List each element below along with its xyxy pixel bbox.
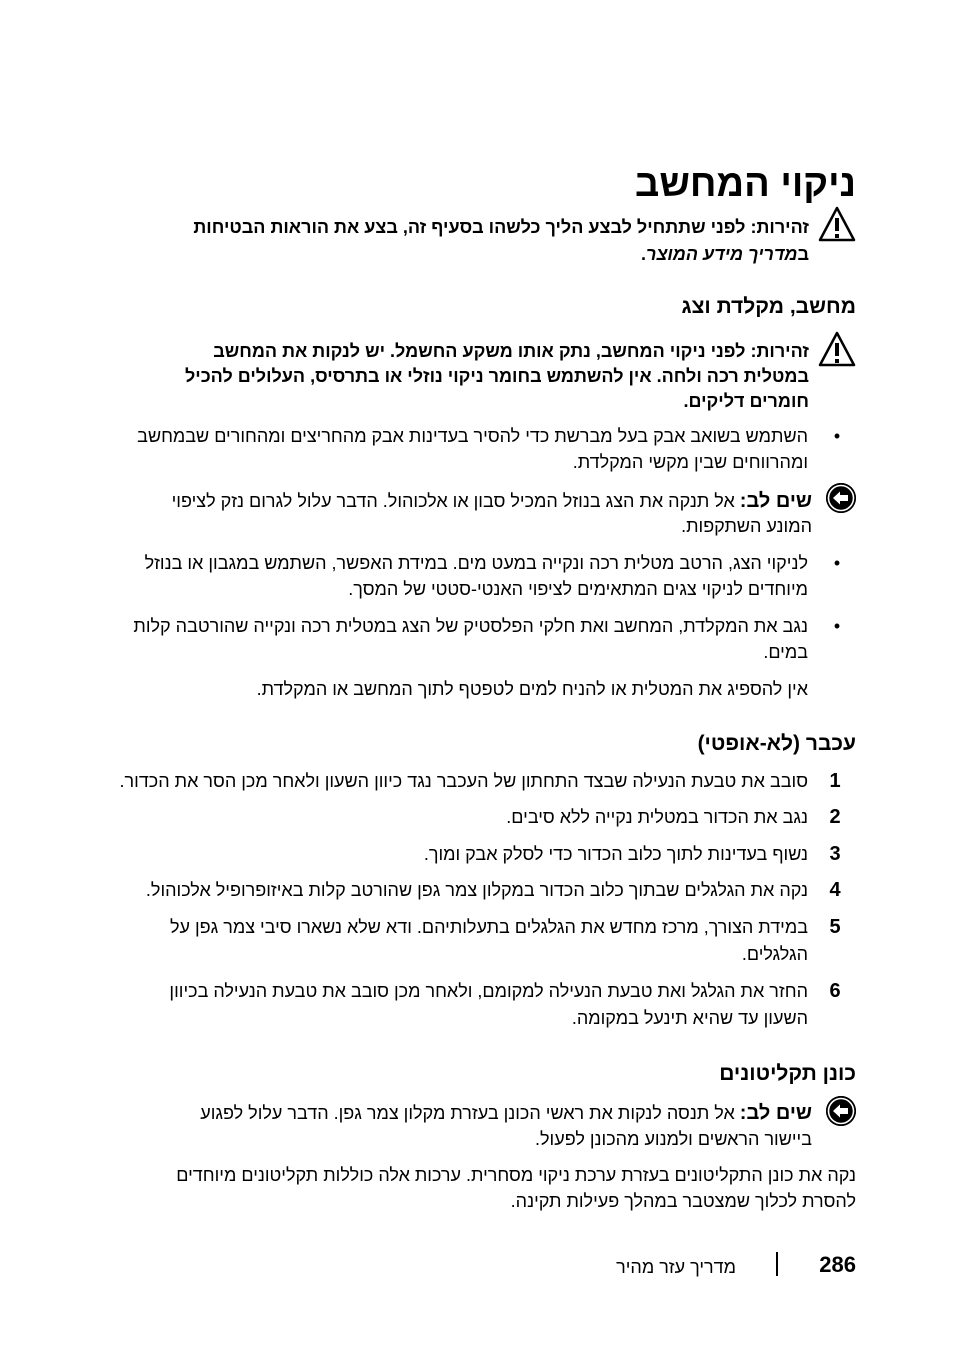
note-arrow-icon	[826, 483, 856, 513]
step-text-cont: הגלגלים.	[741, 944, 808, 964]
warning-text	[89, 213, 809, 241]
warning-text-line2	[89, 240, 809, 268]
warning2-body: לפני ניקוי המחשב, נתק אותו משקע החשמל. יש לנקות את המחשב	[213, 341, 746, 361]
floppy-paragraph-line1: נקה את כונן התקליטונים בעזרת ערכת ניקוי מסחרית. ערכות אלה כוללות תקליטונים מיוחדים	[176, 1165, 856, 1185]
warning2-line3: חומרים דליקים.	[683, 391, 809, 411]
note1-line2: המונע השתקפות.	[681, 516, 812, 536]
warning-end: .	[640, 244, 646, 264]
step-text: נקה את הגלגלים שבתוך כלוב הכדור במקלון צמר גפן שהורטב קלות באיזופרופיל אלכוהול.	[145, 880, 808, 900]
step-number: 5	[829, 916, 841, 938]
section-heading-computer: מחשב, מקלדת וצג	[681, 295, 856, 318]
bullet1-line1: השתמש בשואב אבק בעל מברשת כדי להסיר בעדינות אבק מהחריצים ומהחורים שבמחשב	[137, 426, 808, 446]
bullet-marker: •	[833, 553, 841, 573]
step-number: 6	[829, 980, 841, 1002]
step-text: נשוף בעדינות לתוך כלוב הכדור כדי לסלק אבק ומוך.	[423, 844, 808, 864]
section-heading-mouse: עכבר (לא-אופטי)	[697, 732, 856, 755]
note-label: שים לב:	[739, 490, 812, 512]
step-text: נגב את הכדור במטלית נקייה ללא סיבים.	[506, 807, 808, 827]
note1-line1	[92, 487, 812, 515]
warning2-label: זהירות:	[750, 341, 809, 361]
step-text: סובב את טבעת הנעילה שבצד התחתון של העכבר נגד כיוון השעון ולאחר מכן הסר את הכדור.	[119, 771, 808, 791]
note2-line2: ביישור הראשים ולמנוע מהכונן לפעול.	[535, 1129, 812, 1149]
step-text: במידת הצורך, מרכז מחדש את הגלגלים בתעלותיהם. ודא שלא נשארו סיבי צמר גפן על	[169, 917, 808, 937]
note-body: אל תנקה את הצג בנוזל המכיל סבון או אלכוהול. הדבר עלול לגרום נזק לציפוי	[171, 491, 735, 511]
warning-label: זהירות:	[750, 217, 809, 237]
step-number: 3	[829, 843, 841, 865]
step-number: 2	[829, 806, 841, 828]
section-heading-floppy: כונן תקליטונים	[719, 1062, 856, 1085]
bullet3-line1: נגב את המקלדת, המחשב ואת חלקי הפלסטיק של הצג במטלית רכה ונקייה שהורטבה קלות	[133, 616, 808, 636]
note-label: שים לב:	[739, 1102, 812, 1124]
floppy-paragraph-line2: להסרת לכלוך שמצטבר במהלך פעילות תקינה.	[510, 1191, 856, 1211]
warning-body: לפני שתתחיל לבצע הליך כלשהו בסעיף זה, בצע את הוראות הבטיחות	[193, 217, 746, 237]
bullet1-line2: ומהרווחים שבין מקשי המקלדת.	[572, 452, 808, 472]
warning-prefix: ב	[797, 244, 809, 264]
note2-line1	[92, 1099, 812, 1127]
warning2-line1	[89, 337, 809, 365]
bullet-marker: •	[833, 616, 841, 636]
step-number: 1	[829, 770, 841, 792]
step-number: 4	[829, 879, 841, 901]
bullet-marker: •	[833, 426, 841, 446]
step-text: החזר את הגלגל ואת טבעת הנעילה למקומם, ולאחר מכן סובב את טבעת הנעילה בכיוון	[169, 981, 808, 1001]
product-info-guide-ref: מדריך מידע המוצר	[646, 244, 798, 264]
bullet2-line1: לניקוי הצג, הרטב מטלית רכה ונקייה במעט מים. במידת האפשר, השתמש במגבון או בנוזל	[144, 553, 808, 573]
note-body: אל תנסה לנקות את ראשי הכונן בעזרת מקלון צמר גפן. הדבר עלול לפגוע	[200, 1103, 735, 1123]
guide-title: מדריך עזר מהיר	[616, 1257, 736, 1277]
page-number: 286	[819, 1252, 856, 1277]
bullet2-line2: מיוחדים לניקוי צגים המתאימים לציפוי האנטי-סטטי של המסך.	[348, 579, 808, 599]
page-title: ניקוי המחשב	[635, 163, 856, 205]
warning2-line2: במטלית רכה ולחה. אין להשתמש בחומר ניקוי נוזלי או בתרסיס, העלולים להכיל	[184, 366, 809, 386]
warning-triangle-icon	[818, 331, 856, 372]
bullet3-line2: במים.	[763, 642, 808, 662]
note-arrow-icon	[826, 1096, 856, 1126]
warning-triangle-icon	[818, 206, 856, 247]
step-text-cont: השעון עד שהיא תינעל במקומה.	[571, 1008, 808, 1028]
footer-divider	[776, 1252, 778, 1276]
extra-paragraph: אין להספיג את המטלית או להניח למים לטפטף לתוך המחשב או המקלדת.	[256, 679, 808, 699]
